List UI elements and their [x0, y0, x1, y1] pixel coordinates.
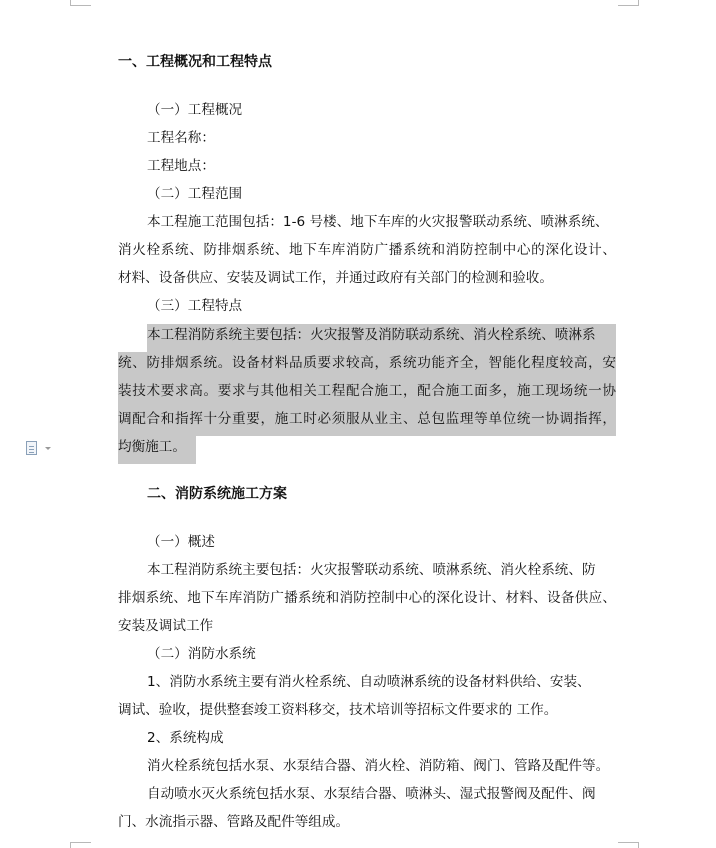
summary-paragraph-line: 本工程消防系统主要包括：火灾报警联动系统、喷淋系统、消火栓系统、防 [147, 562, 596, 578]
scope-paragraph-line: 消火栓系统、防排烟系统、地下车库消防广播系统和消防控制中心的深化设计、 [118, 242, 616, 258]
hydrant-system-line: 消火栓系统包括水泵、水泵结合器、消火栓、消防箱、阀门、管路及配件等。 [147, 758, 610, 774]
summary-heading: （一）概述 [147, 534, 215, 550]
features-heading: （三）工程特点 [147, 298, 243, 314]
scope-heading: （二）工程范围 [147, 186, 243, 202]
sprinkler-system-line: 自动喷水灭火系统包括水泵、水泵结合器、喷淋头、湿式报警阀及配件、阀 [147, 786, 596, 802]
crop-mark-bottom-right [618, 842, 639, 848]
water-system-paragraph-line: 调试、验收，提供整套竣工资料移交，技术培训等招标文件要求的 工作。 [118, 702, 558, 718]
scope-paragraph-line: 本工程施工范围包括：1-6 号楼、地下车库的火灾报警联动系统、喷淋系统、 [147, 214, 609, 230]
scope-paragraph-line: 材料、设备供应、安装及调试工作，并通过政府有关部门的检测和验收。 [118, 270, 553, 286]
caret-down-icon[interactable] [45, 447, 51, 450]
crop-mark-top-right [618, 0, 639, 6]
features-paragraph-line-selected[interactable]: 均衡施工。 [118, 436, 196, 464]
water-system-paragraph-line: 1、消防水系统主要有消火栓系统、自动喷淋系统的设备材料供给、安装、 [147, 674, 591, 690]
composition-heading: 2、系统构成 [147, 730, 224, 746]
features-paragraph-line-selected[interactable]: 装技术要求高。要求与其他相关工程配合施工，配合施工面多，施工现场统一协 [118, 380, 616, 408]
features-paragraph-line-selected[interactable]: 本工程消防系统主要包括：火灾报警及消防联动系统、消火栓系统、喷淋系 [147, 324, 616, 352]
sprinkler-system-line: 门、水流指示器、管路及配件等组成。 [118, 814, 350, 830]
document-icon[interactable] [26, 441, 37, 455]
project-location-label: 工程地点： [147, 158, 215, 174]
summary-paragraph-line: 排烟系统、地下车库消防广播系统和消防控制中心的深化设计、材料、设备供应、 [118, 590, 616, 606]
section-heading-2: 二、消防系统施工方案 [147, 486, 287, 502]
overview-heading: （一）工程概况 [147, 102, 243, 118]
summary-paragraph-line: 安装及调试工作 [118, 618, 214, 634]
features-paragraph-line-selected[interactable]: 统、防排烟系统。设备材料品质要求较高，系统功能齐全，智能化程度较高，安 [118, 352, 616, 380]
crop-mark-top-left [70, 0, 91, 6]
water-system-heading: （二）消防水系统 [147, 646, 256, 662]
project-name-label: 工程名称： [147, 130, 215, 146]
section-heading-1: 一、工程概况和工程特点 [118, 54, 272, 70]
features-paragraph-line-selected[interactable]: 调配合和指挥十分重要，施工时必须服从业主、总包监理等单位统一协调指挥， [118, 408, 616, 436]
crop-mark-bottom-left [70, 842, 91, 848]
